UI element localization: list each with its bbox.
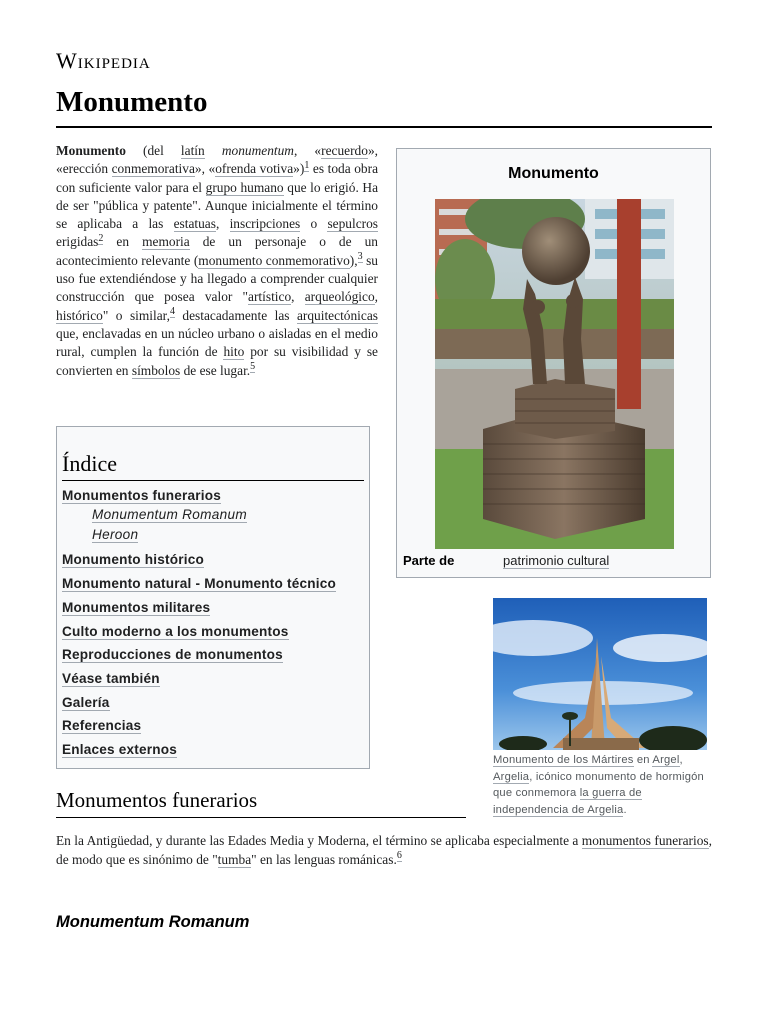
toc-divider xyxy=(62,480,364,481)
section-text: En la Antigüedad, y durante las Edades Media y Moderna, el término se aplicaba especialmente a xyxy=(56,833,582,848)
section-text: " en las lenguas románicas. xyxy=(251,851,397,867)
intro-italic: monumentum xyxy=(221,143,294,158)
link-hito[interactable]: hito xyxy=(223,344,245,360)
link-arquitectonicas[interactable]: arquitectónicas xyxy=(296,307,379,323)
link-argel[interactable]: Argel xyxy=(652,754,680,766)
section-paragraph xyxy=(56,832,712,869)
monument-sculpture-photo[interactable] xyxy=(435,199,674,549)
ref-3[interactable]: 3 xyxy=(357,251,363,263)
thumbnail-caption xyxy=(493,752,707,818)
toc-item-galeria[interactable]: Galería xyxy=(62,695,110,710)
intro-text: es toda obra con suficiente valor para el xyxy=(56,161,379,195)
thumbnail-figure xyxy=(493,598,707,818)
intro-paragraph xyxy=(56,142,378,380)
intro-text: », «erección xyxy=(56,143,378,177)
link-artistico[interactable]: artístico xyxy=(248,289,292,305)
subsection-heading-monumentum-romanum: Monumentum Romanum xyxy=(56,913,250,931)
ref-5[interactable]: 5 xyxy=(250,361,256,373)
link-simbolos[interactable]: símbolos xyxy=(131,362,181,378)
intro-text: en xyxy=(103,234,143,250)
ref-2[interactable]: 2 xyxy=(98,233,104,245)
martyrs-memorial-photo[interactable] xyxy=(493,598,707,750)
ref-1[interactable]: 1 xyxy=(304,159,310,171)
link-grupo-humano[interactable]: grupo humano xyxy=(205,179,284,195)
intro-text: o xyxy=(300,216,328,232)
toc-title: Índice xyxy=(62,451,117,476)
section-text: , de modo que es sinónimo de " xyxy=(56,833,712,867)
link-historico[interactable]: histórico xyxy=(56,307,103,323)
intro-text: de un personaje o de un acontecimiento relevante ( xyxy=(56,234,378,268)
title-divider xyxy=(56,126,712,128)
link-monumentos-funerarios[interactable]: monumentos funerarios xyxy=(581,833,709,848)
intro-text: erigidas xyxy=(56,234,99,250)
intro-text: (del xyxy=(125,143,181,158)
link-monumento-conmemorativo[interactable]: monumento conmemorativo xyxy=(198,252,350,268)
toc-item-enlaces-externos[interactable]: Enlaces externos xyxy=(62,742,178,757)
link-recuerdo[interactable]: recuerdo xyxy=(321,143,368,158)
intro-text: que, enclavadas en un núcleo urbano o aisladas en el medio rural, cumplen la función de xyxy=(56,325,378,360)
section-divider xyxy=(56,817,466,818)
toc-item-culto-moderno[interactable]: Culto moderno a los monumentos xyxy=(62,624,289,639)
table-of-contents xyxy=(56,426,370,769)
intro-text: , « xyxy=(293,143,322,158)
intro-text: su uso fue extendiéndose y ha llegado a comprender cualquier construcción que posea valor " xyxy=(56,252,379,305)
link-conmemorativa[interactable]: conmemorativa xyxy=(111,161,195,177)
intro-text: por su visibilidad y se convierten en xyxy=(56,344,378,378)
intro-bold-term: Monumento xyxy=(56,143,126,158)
link-argelia[interactable]: Argelia xyxy=(493,770,530,783)
toc-sub-heroon[interactable]: Heroon xyxy=(92,527,139,542)
link-guerra-independencia[interactable]: la guerra de independencia de Argelia xyxy=(493,787,642,816)
page-title: Monumento xyxy=(56,86,208,118)
intro-text: de ese lugar. xyxy=(180,362,251,378)
infobox xyxy=(396,148,711,578)
intro-text: ») xyxy=(293,161,305,177)
toc-item-monumentos-militares[interactable]: Monumentos militares xyxy=(62,600,211,615)
intro-text: " o similar, xyxy=(102,307,170,323)
ref-6[interactable]: 6 xyxy=(396,850,402,862)
intro-text: », « xyxy=(194,161,216,177)
toc-item-monumentos-funerarios[interactable]: Monumentos funerarios xyxy=(62,488,222,503)
caption-text: , xyxy=(679,754,683,766)
intro-text: , xyxy=(374,289,378,305)
link-arqueologico[interactable]: arqueológico xyxy=(304,289,375,305)
intro-text: , xyxy=(291,289,305,305)
caption-text: , icónico monumento de hormigón que conmemora xyxy=(493,770,704,799)
ref-4[interactable]: 4 xyxy=(169,306,175,318)
toc-item-referencias[interactable]: Referencias xyxy=(62,718,142,733)
wikipedia-logo[interactable]: Wikipedia xyxy=(56,48,151,73)
caption-text: . xyxy=(623,803,627,816)
link-memoria[interactable]: memoria xyxy=(142,234,190,250)
link-inscripciones[interactable]: inscripciones xyxy=(229,216,301,232)
intro-text: que lo erigió. Ha de ser "pública y patente". Aunque inicialmente el término se aplicaba a las xyxy=(56,179,379,232)
link-tumba[interactable]: tumba xyxy=(217,851,252,867)
toc-item-reproducciones[interactable]: Reproducciones de monumentos xyxy=(62,647,283,662)
link-latin[interactable]: latín xyxy=(180,143,205,158)
link-monumento-martires[interactable]: Monumento de los Mártires xyxy=(493,754,634,766)
section-heading-monumentos-funerarios: Monumentos funerarios xyxy=(56,788,258,812)
toc-item-monumento-natural[interactable]: Monumento natural - Monumento técnico xyxy=(62,576,336,591)
intro-text: ), xyxy=(349,252,358,268)
intro-text xyxy=(205,143,222,158)
link-estatuas[interactable]: estatuas xyxy=(173,216,216,232)
toc-item-monumento-historico[interactable]: Monumento histórico xyxy=(62,552,204,567)
caption-text: en xyxy=(633,754,653,766)
intro-text: destacadamente las xyxy=(174,307,297,323)
toc-sub-monumentum-romanum[interactable]: Monumentum Romanum xyxy=(92,507,247,522)
infobox-title: Monumento xyxy=(508,165,599,182)
infobox-value-link[interactable]: patrimonio cultural xyxy=(503,553,610,568)
link-sepulcros[interactable]: sepulcros xyxy=(327,216,379,232)
link-ofrenda-votiva[interactable]: ofrenda votiva xyxy=(215,161,294,177)
intro-text: , xyxy=(215,216,230,232)
toc-item-vease-tambien[interactable]: Véase también xyxy=(62,671,160,686)
infobox-label: Parte de xyxy=(403,553,455,568)
